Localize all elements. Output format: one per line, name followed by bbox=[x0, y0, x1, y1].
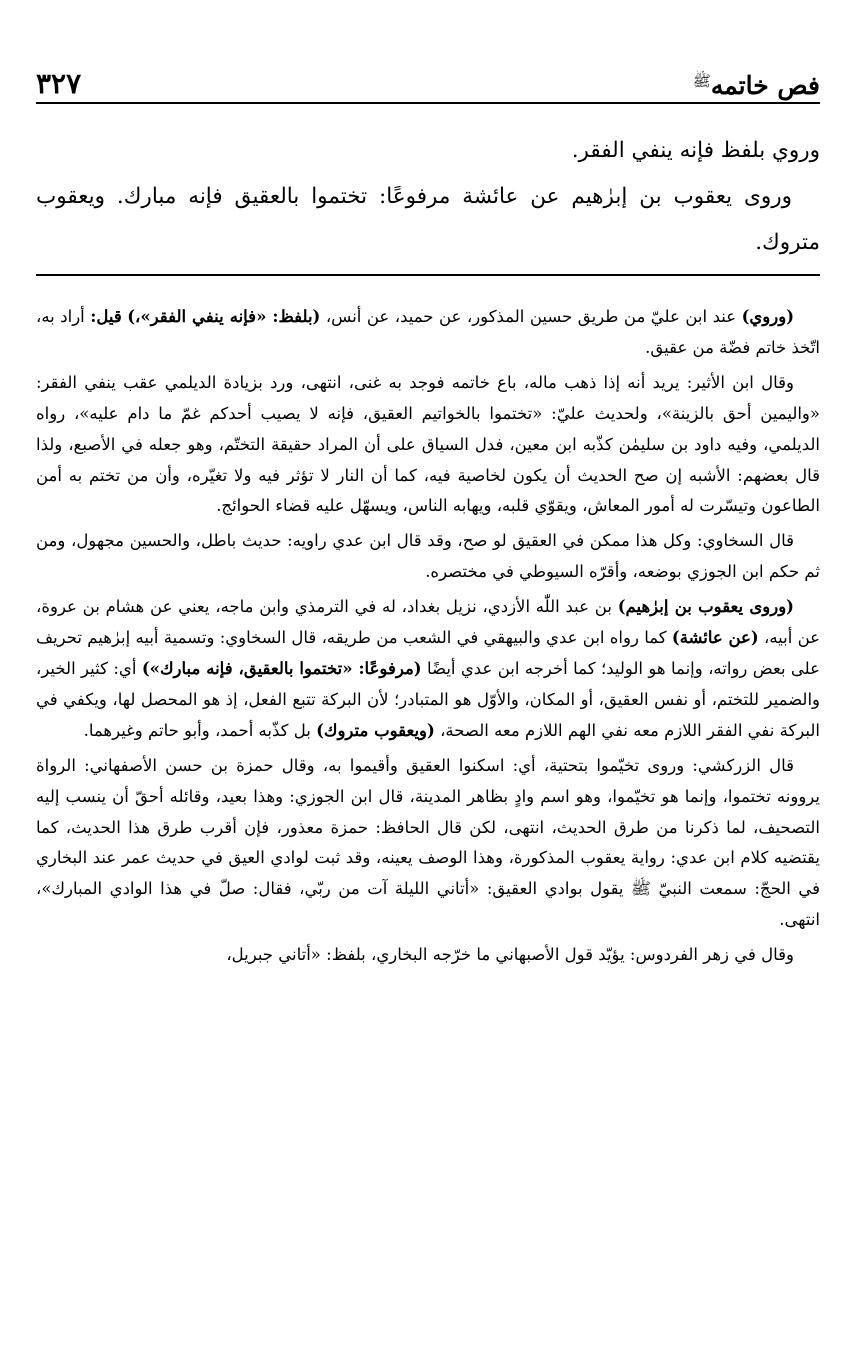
commentary bbox=[36, 302, 820, 971]
page-number: ٣٢٧ bbox=[36, 67, 82, 100]
quoted-matn-text: (وروي) bbox=[741, 307, 794, 326]
honorific-sign: ﷺ bbox=[692, 72, 711, 90]
commentary-paragraph bbox=[36, 940, 820, 971]
main-text bbox=[36, 128, 820, 266]
commentary-paragraph bbox=[36, 368, 820, 523]
main-text-line: وروى يعقوب بن إبرٰهيم عن عائشة مرفوعًا: تختموا بالعقيق فإنه مبارك. ويعقوب متروك. bbox=[36, 184, 820, 255]
chapter-title-text: فص خاتمه bbox=[710, 71, 820, 100]
quoted-matn-text: (بلفظ: «فإنه ينفي الفقر»،) bbox=[127, 307, 321, 326]
commentary-text: وقال ابن الأثير: يريد أنه إذا ذهب ماله، باع خاتمه فوجد به غنى، انتهى، ورد بزيادة الديلمي عقب ينفي الفقر: «واليمين أحق بالزينة»، ولحديث عليّ: «تختموا بالخواتيم العقيق، فإنه لا يصيب أحدكم غمّ ما دام عليه»، رواه الديلمي، وفيه داود بن سليمٰن كذّبه ابن معين، فدل السياق على أن المراد حقيقة التختّم، وهو جعله في الأصبع، ولذا قال بعضهم: الأشبه إن صح الحديث أن يكون لخاصية فيه، كما أن النار لا تؤثر فيه ولا تغيّره، وأن من تختم به أمن الطاعون وتيسّرت له أمور المعاش، ويقوّي قلبه، ويهابه الناس، ويسهّل عليه قضاء الحوائج. bbox=[36, 372, 820, 516]
quoted-matn-text: (ويعقوب متروك) bbox=[316, 720, 435, 740]
commentary-paragraph bbox=[36, 751, 820, 936]
book-page bbox=[36, 52, 820, 1352]
commentary-paragraph bbox=[36, 526, 820, 588]
commentary-paragraph bbox=[36, 592, 820, 747]
commentary-text: بن عبد اللّٰه الأزدي، نزيل بغداد، له في الترمذي وابن ماجه، يعني عن هشام بن عروة، عن أبيه، bbox=[36, 597, 820, 648]
commentary-text: قال الزركشي: وروى تخيّموا بتحتية، أي: اسكنوا العقيق وأقيموا به، وقال حمزة بن حسن الأصفهاني: الرواة يروونه تختموا، وإنما هو تخيّموا، وهو اسم وادٍ بظاهر المدينة، قال ابن الجوزي: وهذا بعيد، وقائله أحقّ أن ينسب إليه التصحيف، لما ذكرنا من طرق الحديث، انتهى، لكن قال الحافظ: حمزة معذور، فإن أقرب طرق هذا الحديث، كما يقتضيه كلام ابن عدي: رواية يعقوب المذكورة، وهذا الوصف يعينه، وقد ثبت لوادي العيق في حديث عمر عند البخاري في الحجّ: سمعت النبيّ ﷺ يقول بوادي العقيق: «أتاني الليلة آت من ربّي، فقال: صلّ في هذا الوادي المبارك»، انتهى. bbox=[36, 755, 820, 930]
quoted-matn-text: (مرفوعًا: «تختموا بالعقيق، فإنه مبارك») bbox=[141, 658, 422, 678]
commentary-text: كما رواه ابن عدي والبيهقي في الشعب من طريقه، قال السخاوي: وتسمية أبيه إبرٰهيم تحريف على بعض رواته، وإنما هو الوليد؛ كما أخرجه ابن عدي أيضًا bbox=[36, 628, 820, 678]
commentary-text: أي: كثير الخير، والضمير للتختم، أو نفس العقيق، أو المكان، والأوّل هو المتبادر؛ لأن البركة تتبع الفعل، إذ هو المحصل لها، ويكفي في البركة نفي الفقر اللازم معه نفي الهم اللازم معه الصحة، bbox=[36, 658, 820, 740]
running-header bbox=[36, 52, 820, 104]
commentary-text: بل كذّبه أحمد، وأبو حاتم وغيرهما. bbox=[83, 720, 317, 740]
commentary-text: أراد به، اتّخذ خاتم فضّة من عقيق. bbox=[36, 307, 820, 357]
commentary-text: عند ابن عليّ من طريق حسين المذكور، عن حميد، عن أنس، bbox=[320, 307, 742, 326]
section-divider bbox=[36, 274, 820, 276]
commentary-text: قال السخاوي: وكل هذا ممكن في العقيق لو صح، وقد قال ابن عدي راويه: حديث باطل، والحسين مجهول، ومن ثم حكم ابن الجوزي بوضعه، وأقرّه السيوطي في مختصره. bbox=[36, 531, 820, 582]
quoted-matn-text: قيل: bbox=[90, 307, 122, 326]
commentary-text: وقال في زهر الفردوس: يؤيّد قول الأصبهاني ما خرّجه البخاري، بلفظ: «أتاني جبريل، bbox=[226, 945, 794, 965]
commentary-paragraph bbox=[36, 302, 820, 364]
quoted-matn-text: (وروى يعقوب بن إبرٰهيم) bbox=[617, 597, 794, 617]
quoted-matn-text: (عن عائشة) bbox=[671, 628, 759, 648]
chapter-title bbox=[693, 73, 820, 98]
main-text-line: وروي بلفظ فإنه ينفي الفقر. bbox=[571, 138, 820, 163]
